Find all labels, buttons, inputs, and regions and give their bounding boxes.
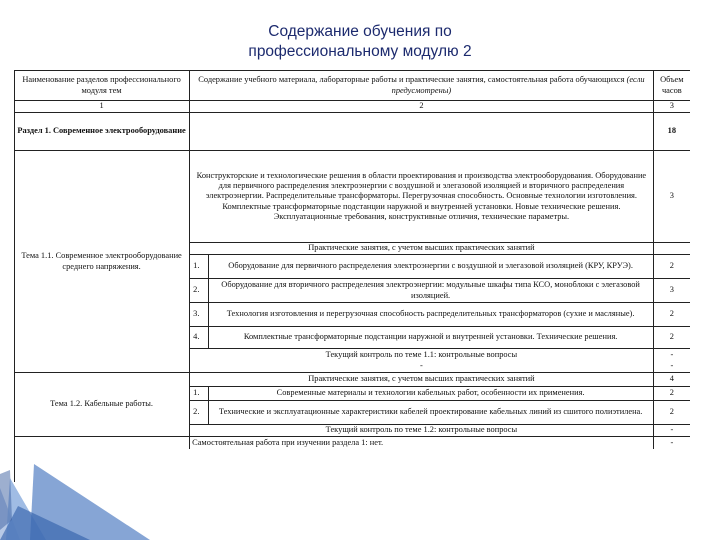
- item-number: 4.: [190, 327, 208, 349]
- topic1-name: Тема 1.1. Современное электрооборудование среднего напряжения.: [14, 151, 190, 373]
- header-col-content-main: Содержание учебного материала, лабораторные работы и практические занятия, самостоятельная работа обучающихся: [198, 75, 625, 85]
- item-hours: 2: [653, 387, 690, 401]
- header-num-3: 3: [653, 101, 690, 113]
- table-header-row: [14, 71, 690, 101]
- topic2-practice-row: [14, 373, 690, 387]
- topic2-control-hours: -: [653, 425, 690, 437]
- header-col-hours: Объем часов: [653, 71, 690, 101]
- item-text: Комплектные трансформаторные подстанции наружной и внутренней установки. Технические решения.: [208, 327, 653, 349]
- topic1-control-hours: -: [670, 349, 674, 359]
- section-empty-cell: [190, 113, 654, 151]
- self-work-empty: [14, 437, 190, 449]
- item-number: 2.: [190, 279, 208, 303]
- item-text: Современные материалы и технологии кабельных работ, особенности их применения.: [208, 387, 653, 401]
- topic1-content-row: [14, 151, 690, 243]
- topic2-control-text: Текущий контроль по теме 1.2: контрольные вопросы: [190, 425, 654, 437]
- topic2-practice-title: Практические занятия, с учетом высших практических занятий: [190, 373, 654, 387]
- item-hours: 2: [653, 327, 690, 349]
- item-hours: 2: [653, 255, 690, 279]
- section-title: Раздел 1. Современное электрооборудование: [14, 113, 190, 151]
- topic1-dash-text: -: [190, 361, 654, 373]
- item-text: Оборудование для первичного распределения электроэнергии с воздушной и элегазовой изоляцией (КРУ, КРУЭ).: [208, 255, 653, 279]
- topic2-name: Тема 1.2. Кабельные работы.: [14, 373, 190, 437]
- header-col-content: [190, 71, 654, 101]
- topic1-practice-title: Практические занятия, с учетом высших практических занятий: [190, 243, 654, 255]
- curriculum-table: [14, 70, 690, 449]
- self-work-row: [14, 437, 690, 449]
- slide-title: [0, 22, 720, 62]
- topic1-content: Конструкторские и технологические решения в области проектирования и производства электрооборудования. Оборудование для первичного распределения электроэнергии с воздушной и элегазовой изоляцией и вторичного распределения электроэнергии. Распределительные трансформаторы. Перегрузочная способность. Основные технологии изготовления. Комплектные трансформаторные подстанции наружной и внутренней установки. Новые технические решения. Эксплуатационные требования, конструктивные отличия, технические параметры.: [190, 151, 654, 243]
- section-hours: 18: [653, 113, 690, 151]
- item-hours: 2: [653, 401, 690, 425]
- topic2-practice-hours: 4: [653, 373, 690, 387]
- topic1-control-text: Текущий контроль по теме 1.1: контрольные вопросы: [190, 349, 654, 361]
- header-num-1: 1: [14, 101, 190, 113]
- self-work-hours: -: [670, 437, 674, 447]
- item-text: Оборудование для вторичного распределения электроэнергии: модульные шкафы типа КСО, моноблоки с элегазовой изоляцией.: [208, 279, 653, 303]
- table-number-row: [14, 101, 690, 113]
- self-work-text: Самостоятельная работа при изучении раздела 1: нет.: [190, 437, 654, 449]
- item-text: Технология изготовления и перегрузочная способность распределительных трансформаторов (сухие и масляные).: [208, 303, 653, 327]
- slide-title-line2: профессиональному модулю 2: [248, 43, 472, 60]
- item-text: Технические и эксплуатационные характеристики кабелей проектирование кабельных линий из сшитого полиэтилена.: [208, 401, 653, 425]
- document-page: [14, 70, 690, 482]
- item-number: 1.: [190, 255, 208, 279]
- topic1-practice-hours: [653, 243, 690, 255]
- header-num-2: 2: [190, 101, 654, 113]
- section-row: [14, 113, 690, 151]
- item-number: 1.: [190, 387, 208, 401]
- item-hours: 3: [653, 279, 690, 303]
- slide-title-line1: Содержание обучения по: [268, 23, 452, 40]
- topic1-content-hours: 3: [653, 151, 690, 243]
- topic1-dash-hours: -: [653, 361, 690, 373]
- item-hours: 2: [653, 303, 690, 327]
- item-number: 3.: [190, 303, 208, 327]
- item-number: 2.: [190, 401, 208, 425]
- header-col-content-italic: (если предусмотрены): [391, 75, 645, 95]
- header-col-name: Наименование разделов профессионального модуля тем: [14, 71, 190, 101]
